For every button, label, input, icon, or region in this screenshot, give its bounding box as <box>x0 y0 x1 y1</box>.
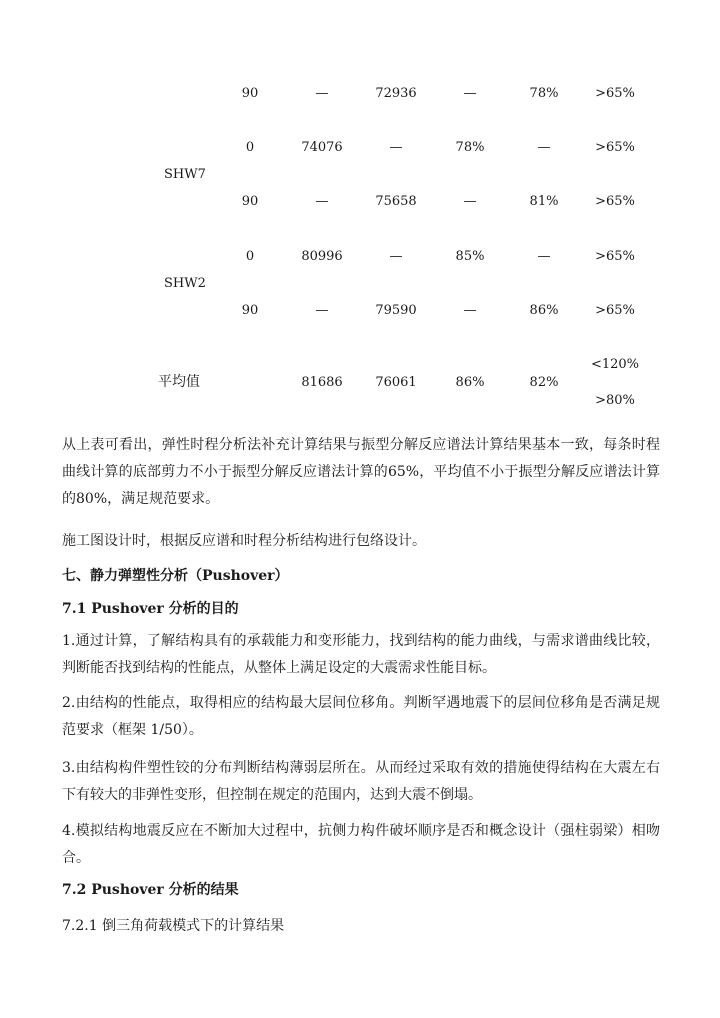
value-cell: 81686 <box>301 375 343 390</box>
value-cell: 86% <box>455 375 485 390</box>
value-cell: 72936 <box>375 86 417 101</box>
value-cell: — <box>315 86 329 101</box>
purpose-item-4: 4.模拟结构地震反应在不断加大过程中，抗侧力构件破坏顺序是否和概念设计（强柱弱梁）相吻合。 <box>62 823 660 866</box>
value-cell: — <box>315 303 329 318</box>
value-cell: — <box>389 140 403 155</box>
value-cell: 78% <box>455 140 485 155</box>
value-cell: 86% <box>529 303 559 318</box>
purpose-item-3: 3.由结构构件塑性铰的分布判断结构薄弱层所在。从而经过采取有效的措施使得结构在大震左右下有较大的非弹性变形，但控制在规定的范围内，达到大震不倒塌。 <box>62 760 660 803</box>
section-7-heading: 七、静力弹塑性分析（Pushover） <box>62 568 289 584</box>
requirement-cell: >65% <box>595 140 635 155</box>
value-cell: — <box>463 86 477 101</box>
angle-cell: 90 <box>241 303 259 318</box>
value-cell: — <box>315 194 329 209</box>
value-cell: — <box>389 249 403 264</box>
requirement-cell: >65% <box>595 249 635 264</box>
angle-cell: 0 <box>245 249 255 264</box>
requirement-cell: >65% <box>595 194 635 209</box>
value-cell: — <box>537 249 551 264</box>
angle-cell: 90 <box>241 194 259 209</box>
value-cell: 79590 <box>375 303 417 318</box>
value-cell: 75658 <box>375 194 417 209</box>
value-cell: — <box>463 303 477 318</box>
section-7-2-1-heading: 7.2.1 倒三角荷载模式下的计算结果 <box>62 918 285 934</box>
group-label: SHW7 <box>164 167 206 182</box>
average-label: 平均值 <box>158 374 200 390</box>
requirement-cell: >65% <box>595 303 635 318</box>
value-cell: 78% <box>529 86 559 101</box>
purpose-item-2: 2.由结构的性能点，取得相应的结构最大层间位移角。判断罕遇地震下的层间位移角是否满足规范要求（框架 1/50）。 <box>62 695 660 738</box>
value-cell: 82% <box>529 375 559 390</box>
group-label: SHW2 <box>164 276 206 291</box>
requirement-cell: >65% <box>595 86 635 101</box>
conclusion-paragraph: 从上表可看出，弹性时程分析法补充计算结果与振型分解反应谱法计算结果基本一致，每条时程曲线计算的底部剪力不小于振型分解反应谱法计算的65%，平均值不小于振型分解反应谱法计算的80%，满足规范要求。 <box>62 437 660 507</box>
value-cell: 76061 <box>375 375 417 390</box>
section-7-2-heading: 7.2 Pushover 分析的结果 <box>62 882 239 898</box>
value-cell: — <box>463 194 477 209</box>
angle-cell: 0 <box>245 140 255 155</box>
purpose-item-1: 1.通过计算，了解结构具有的承载能力和变形能力，找到结构的能力曲线，与需求谱曲线比较，判断能否找到结构的性能点，从整体上满足设定的大震需求性能目标。 <box>62 633 660 676</box>
angle-cell: 90 <box>241 86 259 101</box>
value-cell: — <box>537 140 551 155</box>
design-paragraph: 施工图设计时，根据反应谱和时程分析结构进行包络设计。 <box>62 533 426 549</box>
requirement-lower-cell: >80% <box>595 393 635 408</box>
value-cell: 74076 <box>301 140 343 155</box>
value-cell: 85% <box>455 249 485 264</box>
requirement-upper-cell: <120% <box>590 357 640 372</box>
value-cell: 80996 <box>301 249 343 264</box>
section-7-1-heading: 7.1 Pushover 分析的目的 <box>62 601 239 617</box>
value-cell: 81% <box>529 194 559 209</box>
